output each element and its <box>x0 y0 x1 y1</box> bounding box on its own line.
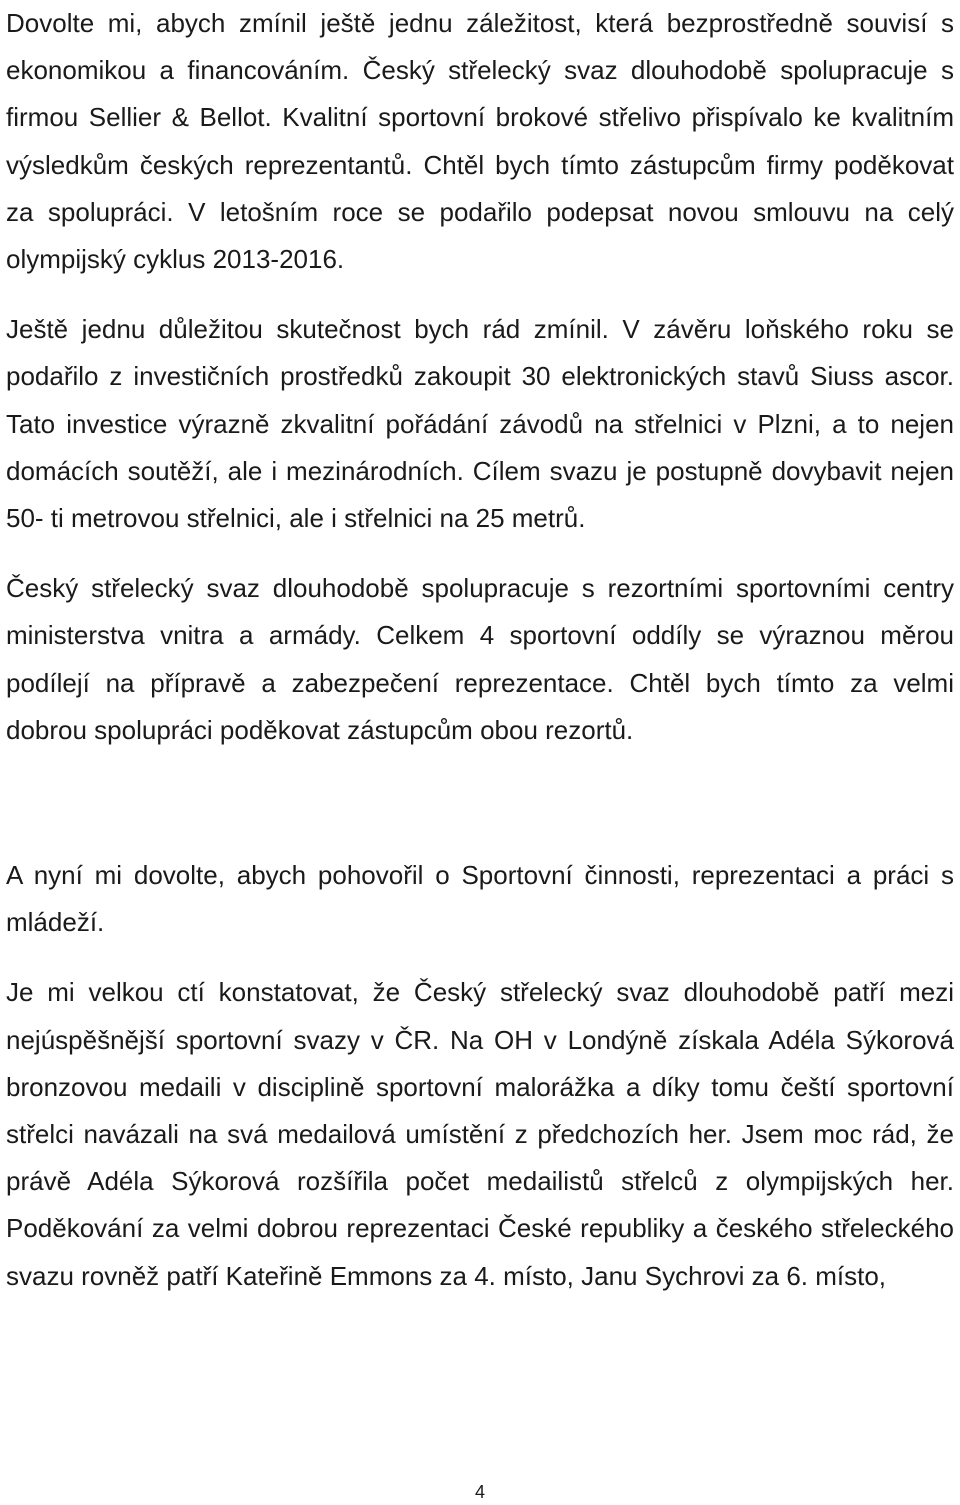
paragraph-olympic-results: Je mi velkou ctí konstatovat, že Český střelecký svaz dlouhodobě patří mezi nejúspěšnější sportovní svazy v ČR. Na OH v Londýně získala Adéla Sýkorová bronzovou medaili v disciplině sportovní malorážka a díky tomu čeští sportovní střelci navázali na svá medailová umístění z předchozích her. Jsem moc rád, že právě Adéla Sýkorová rozšířila počet medailistů střelců z olympijských her. Poděkování za velmi dobrou reprezentaci České republiky a českého střeleckého svazu rovněž patří Kateřině Emmons za 4. místo, Janu Sychrovi za 6. místo, <box>6 977 954 1291</box>
paragraph-sellier-bellot: Dovolte mi, abych zmínil ještě jednu záležitost, která bezprostředně souvisí s ekonomikou a financováním. Český střelecký svaz dlouhodobě spolupracuje s firmou Sellier & Bellot. Kvalitní sportovní brokové střelivo přispívalo ke kvalitním výsledkům českých reprezentantů. Chtěl bych tímto zástupcům firmy poděkovat za spolupráci. V letošním roce se podařilo podepsat novou smlouvu na celý olympijský cyklus 2013-2016. <box>6 8 954 275</box>
paragraph-sport-intro: A nyní mi dovolte, abych pohovořil o Sportovní činnosti, reprezentaci a práci s mládeží. <box>6 860 954 938</box>
paragraph-electronic-targets: Ještě jednu důležitou skutečnost bych rád zmínil. V závěru loňského roku se podařilo z investičních prostředků zakoupit 30 elektronických stavů Siuss ascor. Tato investice výrazně zkvalitní pořádání závodů na střelnici v Plzni, a to nejen domácích soutěží, ale i mezinárodních. Cílem svazu je postupně dovybavit nejen 50- ti metrovou střelnici, ale i střelnici na 25 metrů. <box>6 314 954 534</box>
page-number: 4 <box>474 1482 485 1502</box>
document-page <box>6 0 954 1300</box>
paragraph-ministry-cooperation: Český střelecký svaz dlouhodobě spolupracuje s rezortními sportovními centry ministerstva vnitra a armády. Celkem 4 sportovní oddíly se výraznou měrou podílejí na přípravě a zabezpečení reprezentace. Chtěl bych tímto za velmi dobrou spolupráci poděkovat zástupcům obou rezortů. <box>6 573 954 745</box>
